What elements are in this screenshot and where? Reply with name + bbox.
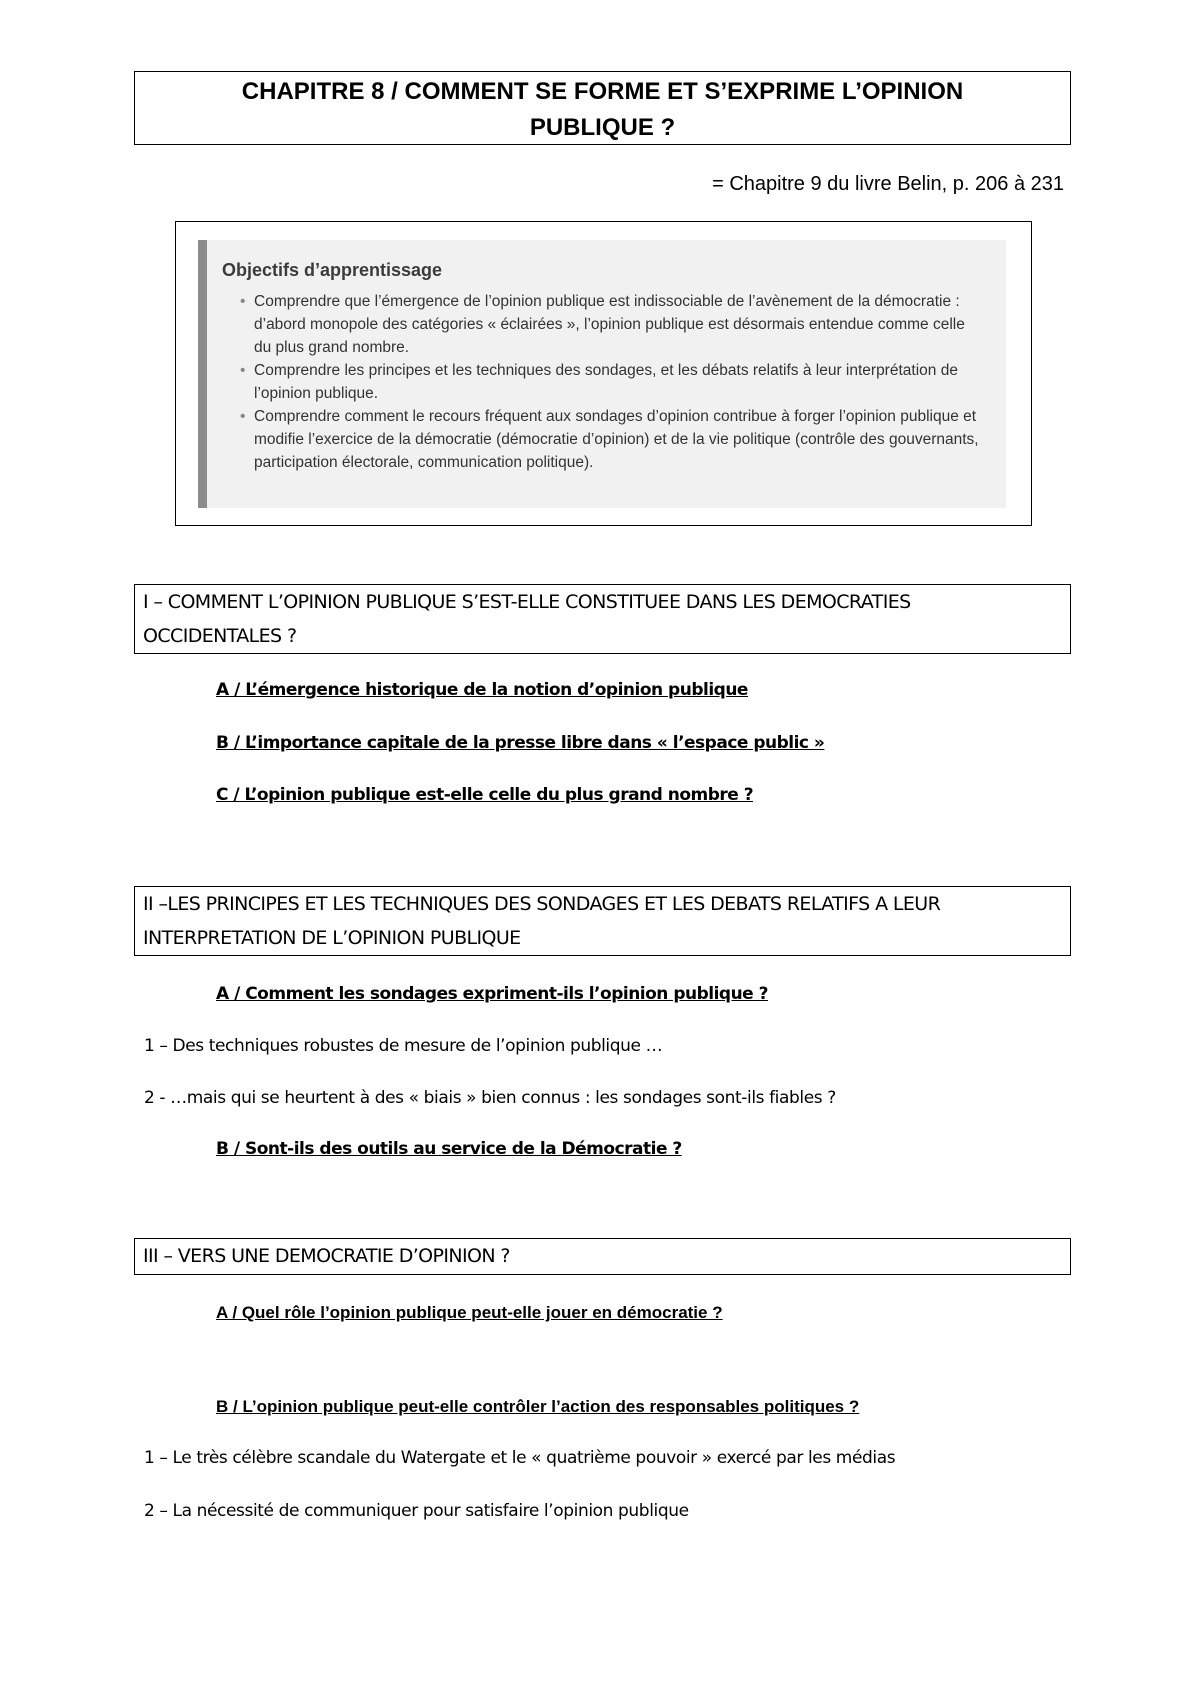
section-2-para-1: 1 – Des techniques robustes de mesure de l’opinion publique … [144, 1036, 663, 1056]
section-1-sub-b: B / L’importance capitale de la presse libre dans « l’espace public » [216, 733, 825, 753]
section-1-sub-a: A / L’émergence historique de la notion d’opinion publique [216, 680, 748, 700]
chapter-title-line2: PUBLIQUE ? [529, 114, 676, 141]
section-3-heading [134, 1238, 1071, 1275]
section-2-sub-a: A / Comment les sondages expriment-ils l’opinion publique ? [216, 984, 768, 1004]
section-3-para-1: 1 – Le très célèbre scandale du Watergate et le « quatrième pouvoir » exercé par les médias [144, 1448, 896, 1468]
bullet-icon: • [240, 408, 246, 425]
objective-item [240, 290, 984, 359]
section-3-sub-a: A / Quel rôle l’opinion publique peut-elle jouer en démocratie ? [216, 1303, 723, 1322]
section-2-heading-line1: II –LES PRINCIPES ET LES TECHNIQUES DES SONDAGES ET LES DEBATS RELATIFS A LEUR [143, 893, 941, 915]
textbook-reference: = Chapitre 9 du livre Belin, p. 206 à 231 [712, 173, 1064, 195]
objectives-frame [175, 221, 1032, 526]
section-1-sub-c: C / L’opinion publique est-elle celle du plus grand nombre ? [216, 785, 754, 805]
chapter-title-box [134, 71, 1071, 145]
bullet-icon: • [240, 362, 246, 379]
section-2-sub-b: B / Sont-ils des outils au service de la Démocratie ? [216, 1139, 682, 1159]
objectives-panel [198, 240, 1006, 508]
chapter-title-line1: CHAPITRE 8 / COMMENT SE FORME ET S’EXPRIME L’OPINION [241, 78, 964, 105]
section-2-heading-line2: INTERPRETATION DE L’OPINION PUBLIQUE [143, 927, 521, 949]
objectives-title: Objectifs d’apprentissage [222, 260, 443, 280]
section-3-heading-line1: III – VERS UNE DEMOCRATIE D’OPINION ? [143, 1245, 510, 1267]
objective-item [240, 405, 984, 474]
objective-item [240, 359, 984, 405]
section-1-heading-line2: OCCIDENTALES ? [143, 625, 297, 647]
objectives-accent-bar [198, 240, 207, 508]
bullet-icon: • [240, 293, 246, 310]
objective-text: Comprendre que l’émergence de l’opinion publique est indissociable de l’avènement de la démocratie : d’abord monopole des catégories « éclairées », l’opinion publique est désormais entendue comme celle du plus grand nombre. [254, 293, 965, 356]
section-1-heading-line1: I – COMMENT L’OPINION PUBLIQUE S’EST-ELLE CONSTITUEE DANS LES DEMOCRATIES [143, 591, 911, 613]
section-2-heading [134, 886, 1071, 956]
section-3-para-2: 2 – La nécessité de communiquer pour satisfaire l’opinion publique [144, 1501, 689, 1521]
section-2-para-2: 2 - …mais qui se heurtent à des « biais » bien connus : les sondages sont-ils fiables ? [144, 1088, 836, 1108]
objective-text: Comprendre les principes et les techniques des sondages, et les débats relatifs à leur interprétation de l’opinion publique. [254, 362, 958, 402]
objectives-list [240, 290, 984, 474]
section-1-heading [134, 584, 1071, 654]
section-3-sub-b: B / L’opinion publique peut-elle contrôler l’action des responsables politiques ? [216, 1397, 860, 1416]
objective-text: Comprendre comment le recours fréquent aux sondages d’opinion contribue à forger l’opinion publique et modifie l’exercice de la démocratie (démocratie d’opinion) et de la vie politique (contrôle des gouvernants, participation électorale, communication politique). [254, 408, 979, 471]
